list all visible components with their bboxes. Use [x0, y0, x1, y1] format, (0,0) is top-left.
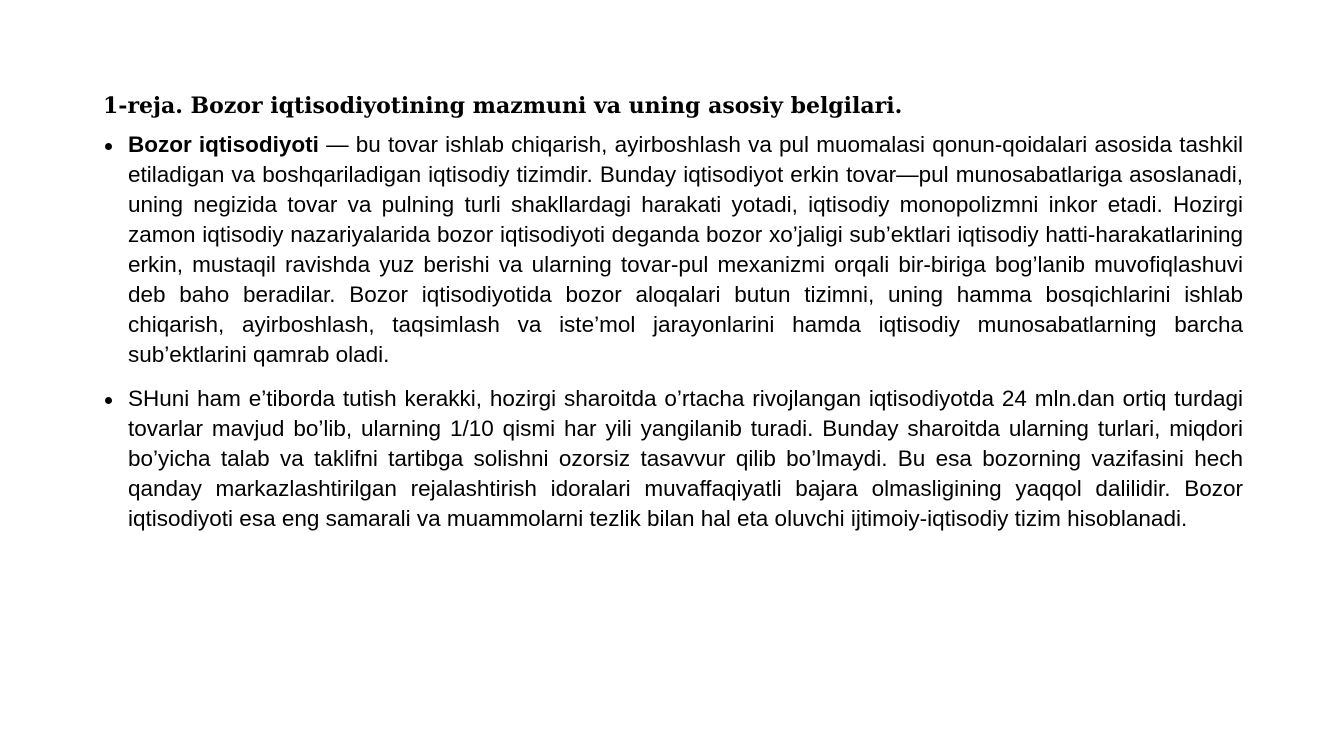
- bullet-text: SHuni ham e’tiborda tutish kerakki, hozirgi sharoitda o’rtacha rivojlangan iqtisodiyotda 24 mln.dan ortiq turdagi tovarlar mavjud bo’lib, ularning 1/10 qismi har yili yangilanib turadi. Bunday sharoitda ularning turlari, miqdori bo’yicha talab va taklifni tartibga solishni ozorsiz tasavvur qilib bo’lmaydi. Bu esa bozorning vazifasini hech qanday markazlashtirilgan rejalashtirish idoralari muvaffaqiyatli bajara olmasligining yaqqol dalilidir. Bozor iqtisodiyoti esa eng samarali va muammolarni tezlik bilan hal eta oluvchi ijtimoiy-iqtisodiy tizim hisoblanadi.: [128, 386, 1243, 531]
- bullet-item-market-economy-example: [103, 384, 1243, 534]
- bullet-dot-icon: [105, 143, 112, 150]
- slide-heading: 1-reja. Bozor iqtisodiyotining mazmuni va uning asosiy belgilari.: [103, 93, 903, 119]
- bullet-dot-icon: [105, 397, 112, 404]
- bullet-text: — bu tovar ishlab chiqarish, ayirboshlash va pul muomalasi qonun-qoidalari asosida tashkil etiladigan va boshqariladigan iqtisodiy tizimdir. Bunday iqtisodiyot erkin tovar—pul munosabatlariga asoslanadi, uning negizida tovar va pulning turli shakllardagi harakati yotadi, iqtisodiy monopolizmni inkor etadi. Hozirgi zamon iqtisodiy nazariyalarida bozor iqtisodiyoti deganda bozor xo’jaligi sub’ektlari iqtisodiy hatti-harakatlarining erkin, mustaqil ravishda yuz berishi va ularning tovar-pul mexanizmi orqali bir-biriga bog’lanib muvofiqlashuvi deb baho beradilar. Bozor iqtisodiyotida bozor aloqalari butun tizimni, uning hamma bosqichlarini ishlab chiqarish, ayirboshlash, taqsimlash va iste’mol jarayonlarini hamda iqtisodiy munosabatlarning barcha sub’ektlarini qamrab oladi.: [128, 132, 1243, 367]
- bullet-list: [103, 130, 1243, 534]
- bullet-term: Bozor iqtisodiyoti: [128, 132, 319, 157]
- bullet-item-market-economy-definition: [103, 130, 1243, 370]
